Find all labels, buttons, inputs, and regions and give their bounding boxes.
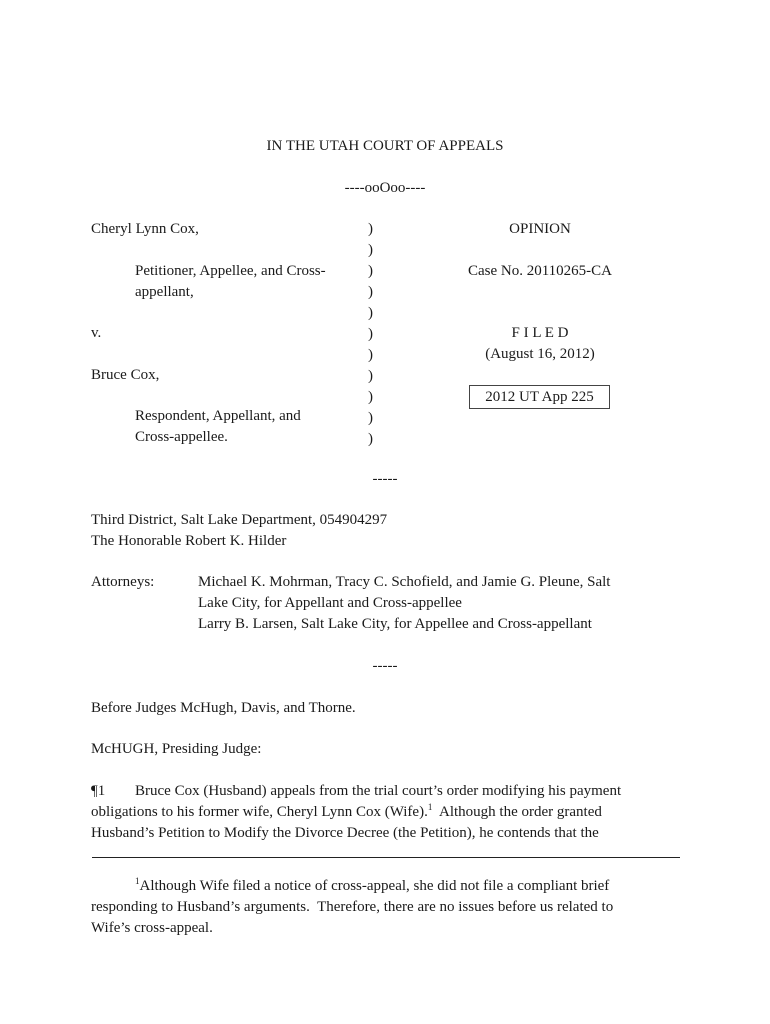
paren: ) [368,410,373,426]
paragraph-text-segment: obligations to his former wife, Cheryl Lynn Cox (Wife). [91,804,428,820]
footnote-number: 1 [135,876,140,886]
footnote-text-segment: Although Wife filed a notice of cross-appeal, she did not file a compliant brief [139,878,610,894]
footnote-text: Wife’s cross-appeal. [91,920,213,936]
footnote-reference[interactable]: 1 [427,802,433,812]
paren: ) [368,263,373,279]
petitioner-role: Petitioner, Appellee, and Cross- [135,263,326,279]
petitioner-name: Cheryl Lynn Cox, [91,221,199,237]
attorneys-appellee: Larry B. Larsen, Salt Lake City, for Appellee and Cross-appellant [198,616,592,632]
paren: ) [368,221,373,237]
attorneys-label: Attorneys: [91,574,155,590]
paren: ) [368,389,373,405]
trial-judge: The Honorable Robert K. Hilder [91,533,287,549]
case-number: Case No. 20110265-CA [467,263,613,279]
paren: ) [368,305,373,321]
panel-judges: Before Judges McHugh, Davis, and Thorne. [91,700,356,716]
court-title: IN THE UTAH COURT OF APPEALS [266,138,504,154]
filed-date: (August 16, 2012) [485,346,595,362]
filed-label: F I L E D [511,325,569,341]
respondent-name: Bruce Cox, [91,367,160,383]
paragraph-text: Bruce Cox (Husband) appeals from the trial court’s order modifying his payment [135,783,622,799]
paren: ) [368,242,373,258]
footnote-text [135,876,609,897]
respondent-role-cont: Cross-appellee. [135,429,228,445]
separator-dashes: ----- [372,471,398,487]
footnote-text: responding to Husband’s arguments. Therefore, there are no issues before us related to [91,899,614,915]
separator-ornament: ----ooOoo---- [344,180,426,196]
paragraph-text: Husband’s Petition to Modify the Divorce Decree (the Petition), he contends that the [91,825,599,841]
separator-dashes: ----- [372,658,398,674]
opinion-label: OPINION [509,221,571,237]
paren: ) [368,284,373,300]
paren: ) [368,326,373,342]
respondent-role: Respondent, Appellant, and [135,408,301,424]
paragraph-text [91,802,602,823]
paren: ) [368,347,373,363]
district-info: Third District, Salt Lake Department, 054904297 [91,512,388,528]
attorneys-appellant-cont: Lake City, for Appellant and Cross-appellee [198,595,462,611]
versus: v. [91,325,102,341]
opinion-author: McHUGH, Presiding Judge: [91,741,262,757]
paragraph-text-segment: Although the order granted [432,804,602,820]
citation-box: 2012 UT App 225 [469,385,610,409]
paren: ) [368,431,373,447]
paren: ) [368,368,373,384]
petitioner-role-cont: appellant, [135,284,194,300]
paragraph-marker: ¶1 [91,783,106,799]
footnote-divider [92,857,680,858]
attorneys-appellant: Michael K. Mohrman, Tracy C. Schofield, and Jamie G. Pleune, Salt [198,574,611,590]
